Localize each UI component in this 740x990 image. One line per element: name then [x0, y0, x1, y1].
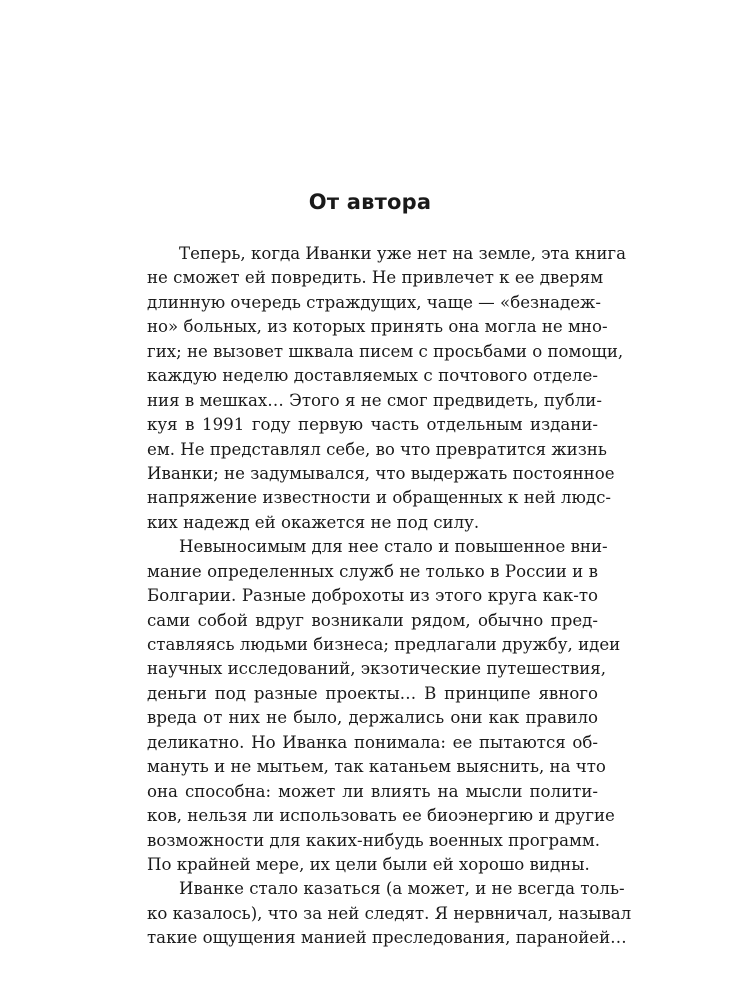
paragraph-2 — [147, 535, 621, 877]
text-line: ем. Не представлял себе, во что превратится жизнь — [147, 439, 607, 459]
text-line: По крайней мере, их цели были ей хорошо видны. — [147, 854, 590, 874]
text-line: деньги под разные проекты… В принципе явного — [147, 683, 598, 703]
body-text — [147, 242, 632, 951]
text-line: ких надежд ей окажется не под силу. — [147, 512, 480, 532]
text-line: она способна: может ли влиять на мысли полити- — [147, 781, 598, 801]
text-line: длинную очередь страждущих, чаще — «безнадеж- — [147, 292, 601, 312]
text-line: но» больных, из которых принять она могла не мно- — [147, 317, 608, 337]
text-line: куя в 1991 году первую часть отдельным издани- — [147, 415, 598, 435]
text-line: не сможет ей повредить. Не привлечет к ее дверям — [147, 268, 604, 288]
text-line: мание определенных служб не только в России и в — [147, 561, 598, 581]
text-line: ния в мешках… Этого я не смог предвидеть, публи- — [147, 390, 602, 410]
paragraph-3 — [147, 877, 632, 950]
text-line: такие ощущения манией преследования, паранойей… — [147, 928, 627, 948]
text-line: мануть и не мытьем, так катаньем выяснить, на что — [147, 757, 606, 777]
text-line: научных исследований, экзотические путешествия, — [147, 659, 607, 679]
text-line: Теперь, когда Иванки уже нет на земле, эта книга — [179, 244, 626, 263]
text-line: гих; не вызовет шквала писем с просьбами о помощи, — [147, 341, 624, 361]
text-line: ко казалось), что за ней следят. Я нервничал, называл — [147, 903, 632, 923]
text-line: возможности для каких-нибудь военных программ. — [147, 830, 601, 850]
text-line: деликатно. Но Иванка понимала: ее пытаются об- — [147, 732, 598, 752]
text-line: ков, нельзя ли использовать ее биоэнергию и другие — [147, 806, 615, 826]
text-line: сами собой вдруг возникали рядом, обычно пред- — [147, 610, 598, 630]
paragraph-1 — [147, 242, 626, 535]
text-line: напряжение известности и обращенных к ней людс- — [147, 488, 612, 508]
chapter-heading: От автора — [308, 190, 432, 214]
text-line: ставляясь людьми бизнеса; предлагали дружбу, идеи — [147, 635, 621, 654]
text-line: вреда от них не было, держались они как правило — [147, 708, 598, 728]
text-line: Болгарии. Разные доброхоты из этого круга как-то — [147, 586, 598, 606]
text-line: каждую неделю доставляемых с почтового отделе- — [147, 366, 598, 386]
text-line: Невыносимым для нее стало и повышенное вни- — [179, 537, 608, 557]
text-line: Иванке стало казаться (а может, и не всегда толь- — [179, 879, 625, 899]
text-line: Иванки; не задумывался, что выдержать постоянное — [147, 463, 615, 483]
